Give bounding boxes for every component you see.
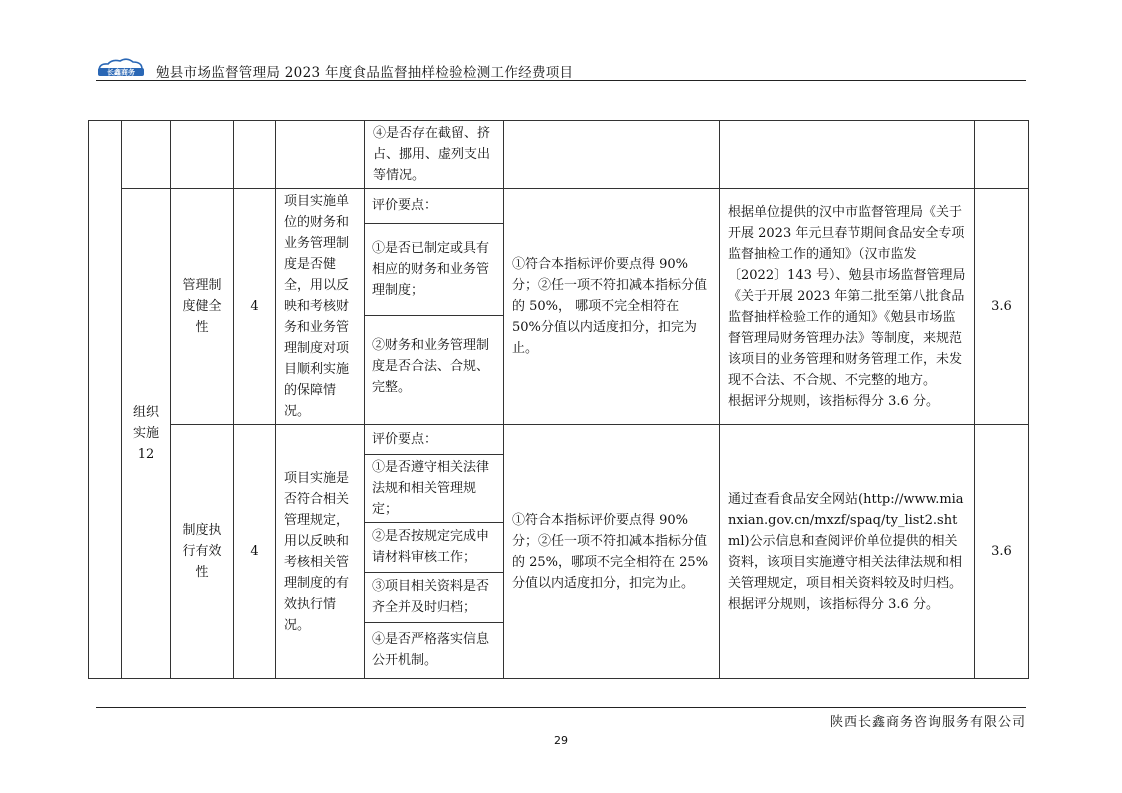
indicator-name: 制度执行有效性	[171, 425, 234, 679]
evidence-cell-empty	[720, 121, 975, 189]
svg-text:长鑫商务: 长鑫商务	[107, 68, 135, 77]
score-cell-empty	[975, 121, 1029, 189]
final-score: 3.6	[975, 425, 1029, 679]
page-number: 29	[554, 734, 568, 747]
evaluation-point: ④是否严格落实信息公开机制。	[372, 632, 490, 669]
indicator-name: 管理制度健全性	[171, 189, 234, 425]
header-rule	[96, 80, 1026, 81]
evaluation-point: ②是否按规定完成申请材料审核工作；	[365, 522, 503, 572]
level2-cell-empty	[122, 121, 171, 189]
page-header	[96, 58, 1026, 82]
group-cell	[122, 189, 171, 679]
score-conclusion: 根据评分规则，该指标得分 3.6 分。	[728, 596, 939, 612]
evaluation-point-cell: ④是否存在截留、挤占、挪用、虚列支出等情况。	[365, 121, 504, 189]
group-score: 12	[137, 447, 155, 462]
evaluation-table	[88, 120, 1029, 679]
evaluation-point: ①是否遵守相关法律法规和相关管理规定；	[365, 454, 503, 522]
indicator-weight: 4	[234, 189, 276, 425]
level1-cell	[89, 121, 122, 679]
indicator-weight: 4	[234, 425, 276, 679]
evaluation-point: 评价要点：	[365, 189, 503, 223]
company-logo-icon	[96, 58, 146, 78]
evaluation-point: ②财务和业务管理制度是否合法、合规、完整。	[372, 338, 490, 396]
evaluation-points-cell	[365, 425, 504, 679]
indicator-description: 项目实施单位的财务和业务管理制度是否健全，用以反映和考核财务和业务管理制度对项目顺利实施的保障情况。	[276, 189, 365, 425]
table-row-continuation	[89, 121, 1029, 189]
document-title: 勉县市场监督管理局 2023 年度食品监督抽样检验检测工作经费项目	[156, 65, 574, 81]
weight-cell-empty	[234, 121, 276, 189]
evidence-cell	[720, 189, 975, 425]
indicator-description: 项目实施是否符合相关管理规定，用以反映和考核相关管理制度的有效执行情况。	[276, 425, 365, 679]
description-cell-empty	[276, 121, 365, 189]
score-conclusion: 根据评分规则，该指标得分 3.6 分。	[728, 393, 939, 409]
evaluation-point: 评价要点：	[365, 425, 503, 454]
group-label: 组织实施	[132, 405, 159, 441]
company-name: 陕西长鑫商务咨询服务有限公司	[829, 715, 1026, 730]
scoring-standard: ①符合本指标评价要点得 90%分；②任一项不符扣减本指标分值的 25%，哪项不完全相符在 25%分值以内适度扣分，扣完为止。	[504, 425, 720, 679]
table-row	[89, 189, 1029, 425]
standard-cell-empty	[504, 121, 720, 189]
table-row	[89, 425, 1029, 679]
evaluation-point: ③项目相关资料是否齐全并及时归档；	[365, 572, 503, 622]
final-score: 3.6	[975, 189, 1029, 425]
footer-rule	[96, 707, 1026, 708]
evaluation-points-cell	[365, 189, 504, 425]
evaluation-point: ①是否已制定或具有相应的财务和业务管理制度；	[365, 223, 503, 315]
scoring-standard: ①符合本指标评价要点得 90%分；②任一项不符扣减本指标分值的 50%， 哪项不完全相符在 50%分值以内适度扣分，扣完为止。	[504, 189, 720, 425]
evidence-text: 根据单位提供的汉中市监督管理局《关于开展 2023 年元旦春节期间食品安全专项监督抽检工作的通知》（汉市监发〔2022〕143 号）、勉县市场监督管理局《关于开展 2023 年第二批至第八批食品监督抽样检验工作的通知》《勉县市场监督管理局财务管理办法》等制度，来规范该项目的业务管理和财务管理工作，未发现不合法、不合规、不完整的地方。	[728, 204, 966, 388]
indicator-cell-empty	[171, 121, 234, 189]
evidence-text: 通过查看食品安全网站(http://www.mianxian.gov.cn/mxzf/spaq/ty_list2.shtml)公示信息和查阅评价单位提供的相关资料，该项目实施遵守相关法律法规和相关管理规定，项目相关资料较及时归档。	[728, 491, 964, 591]
evidence-cell	[720, 425, 975, 679]
